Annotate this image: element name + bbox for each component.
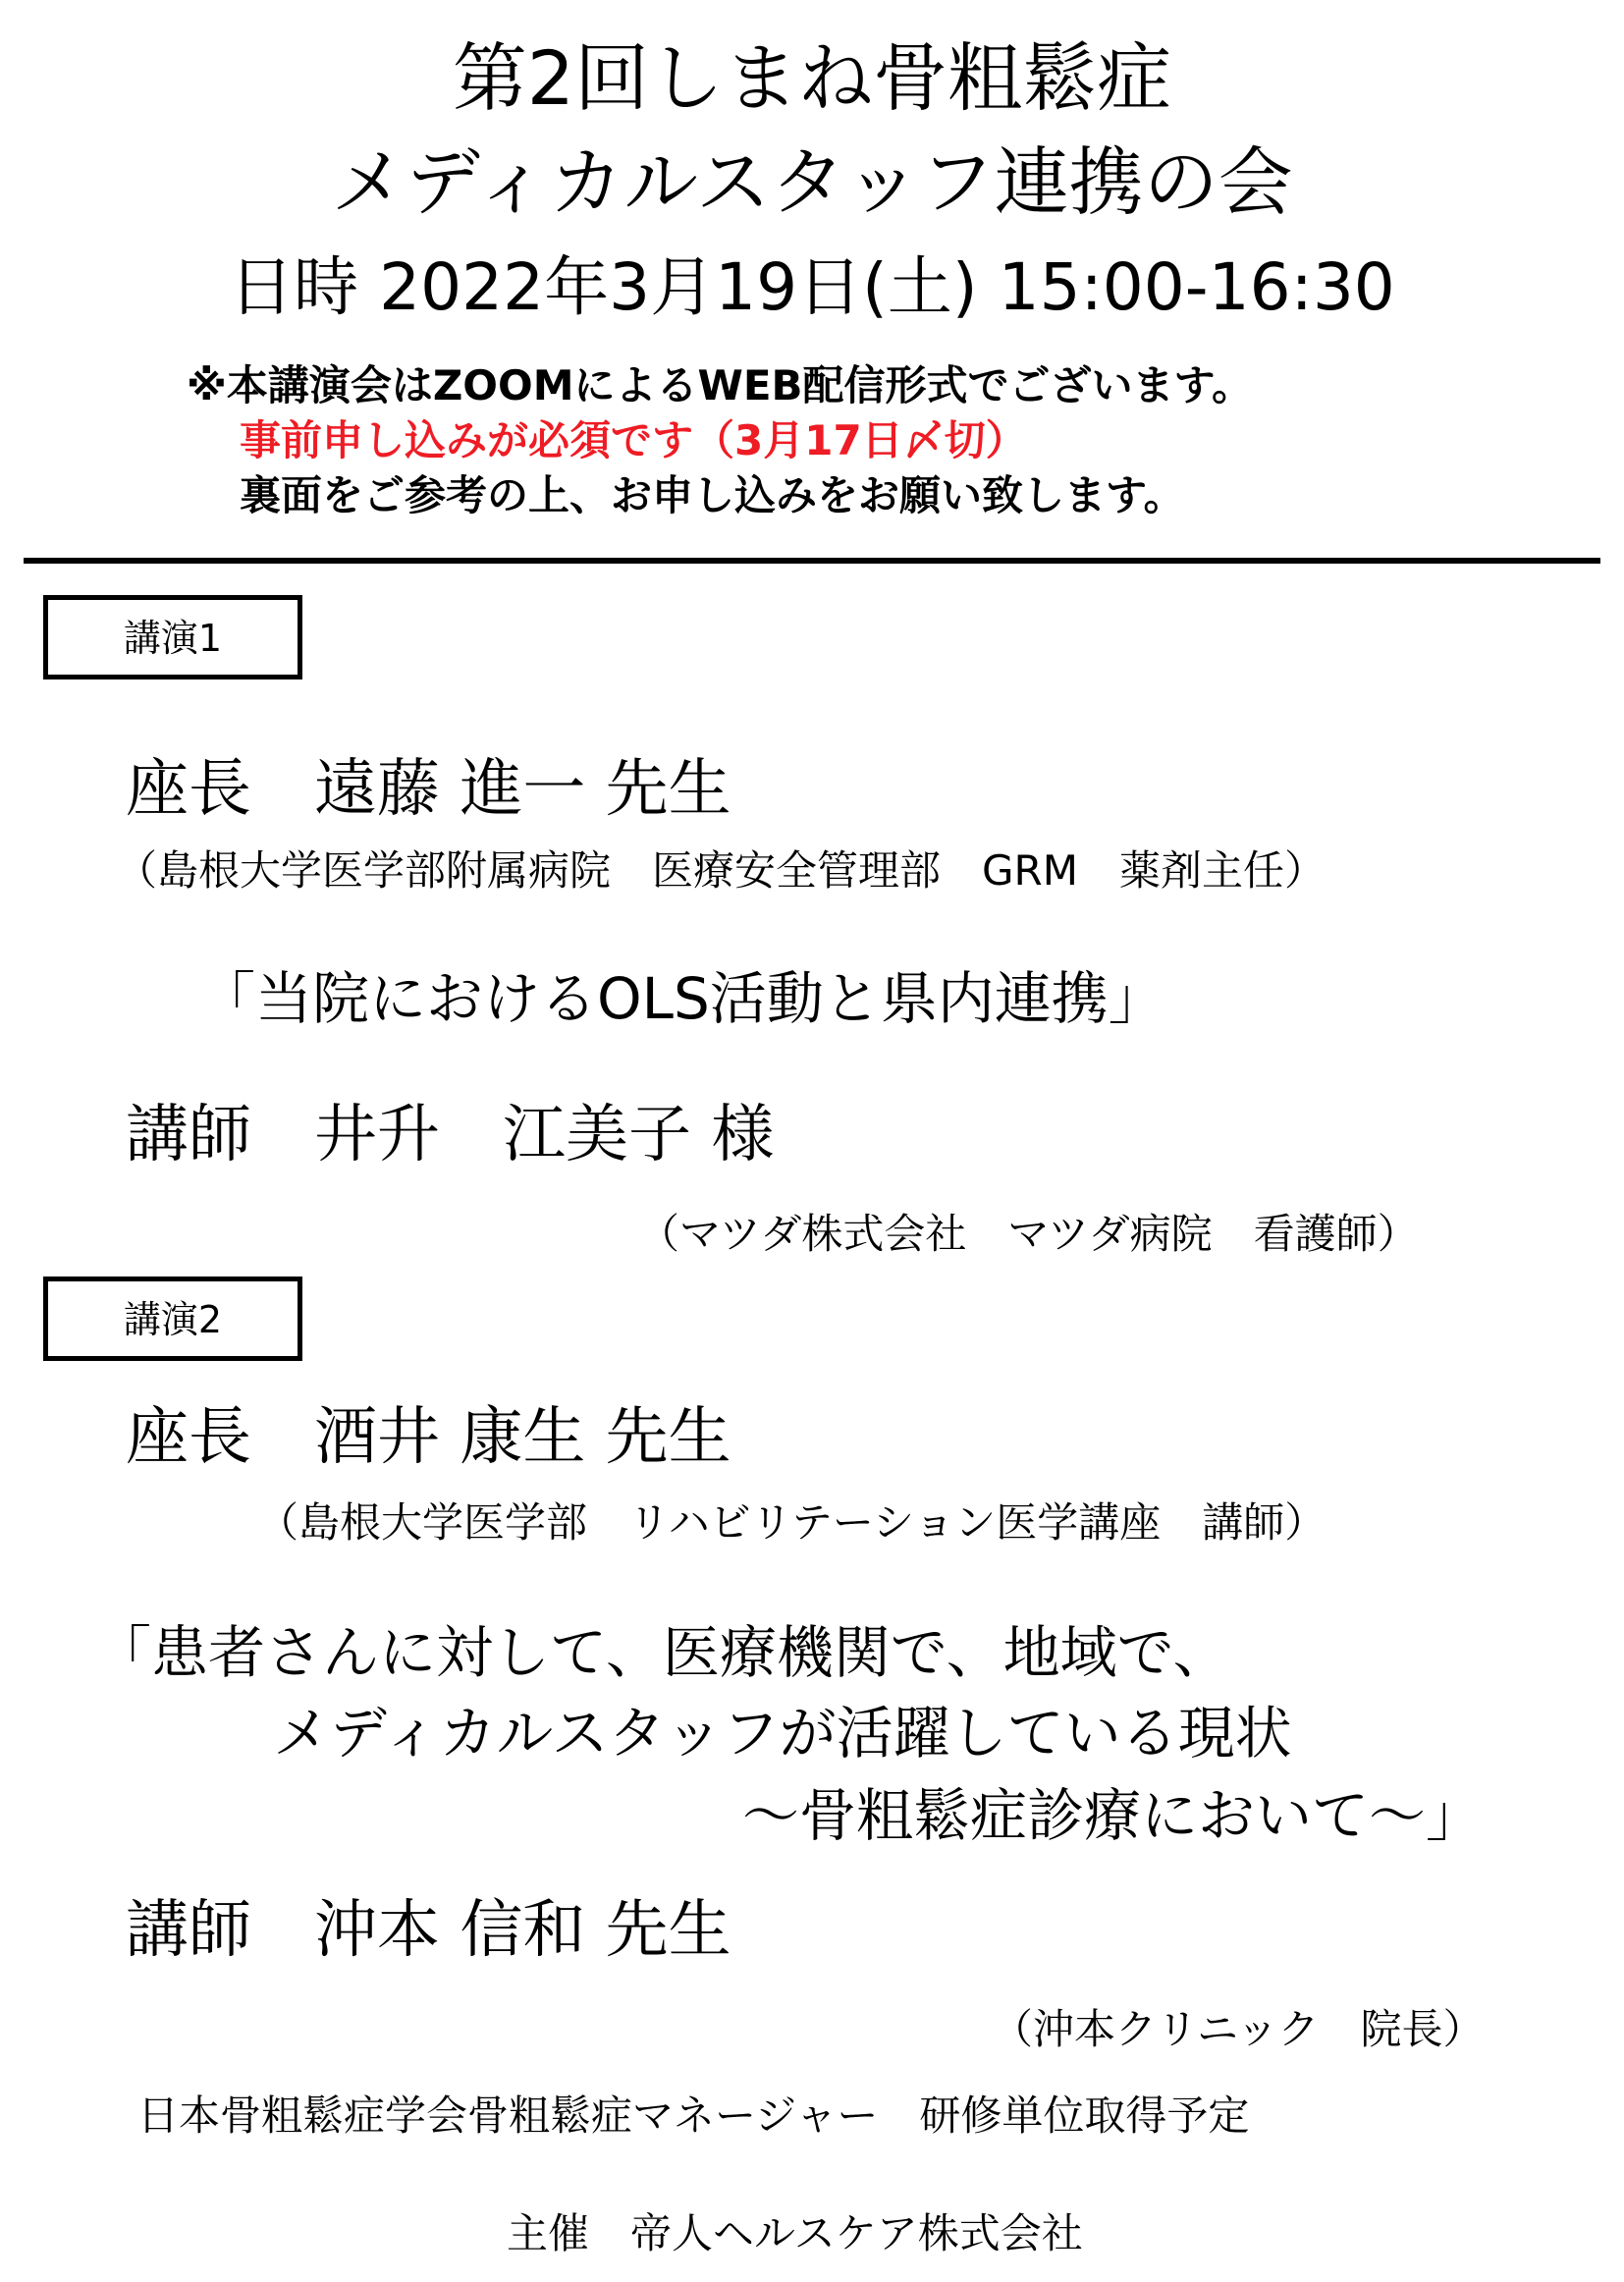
lecture-2-chair: 座長 酒井 康生 先生: [126, 1401, 731, 1474]
event-title-line1: 第2回しまね骨粗鬆症: [452, 34, 1172, 122]
notice-web-format: ※本講演会はZOOMによるWEB配信形式でございます。: [187, 361, 1254, 409]
lecture-2-chair-affiliation: （島根大学医学部 リハビリテーション医学講座 講師）: [257, 1498, 1326, 1547]
lecture-2-topic-line3: ～骨粗鬆症診療において～」: [742, 1782, 1484, 1849]
lecture-1-label: 講演1: [123, 617, 223, 660]
lecture-2-topic-line2: メディカルスタッフが活躍している現状: [273, 1700, 1292, 1766]
lecture-1-label-box: [43, 595, 302, 679]
lecture-1-topic: 「当院におけるOLS活動と県内連携」: [198, 965, 1165, 1032]
lecture-2-lecturer-affiliation: （沖本クリニック 院長）: [992, 2005, 1485, 2053]
notice-registration-required: 事前申し込みが必須です（3月17日〆切）: [240, 416, 1027, 464]
notice-see-back: 裏面をご参考の上、お申し込みをお願い致します。: [240, 471, 1185, 519]
event-title-line2: メディカルスタッフ連携の会: [331, 138, 1293, 226]
lecture-1-chair-affiliation: （島根大学医学部附属病院 医療安全管理部 GRM 薬剤主任）: [116, 846, 1326, 895]
lecture-1-lecturer-affiliation: （マツダ株式会社 マツダ病院 看護師）: [638, 1210, 1419, 1258]
organizer: 主催 帝人ヘルスケア株式会社: [507, 2209, 1083, 2257]
lecture-2-lecturer: 講師 沖本 信和 先生: [126, 1894, 731, 1967]
header-divider: [24, 558, 1600, 564]
lecture-1-lecturer: 講師 井升 江美子 様: [126, 1099, 775, 1171]
lecture-2-label-box: [43, 1277, 302, 1361]
event-datetime: 日時 2022年3月19日(土) 15:00-16:30: [229, 249, 1395, 325]
lecture-1-chair: 座長 遠藤 進一 先生: [126, 753, 731, 826]
lecture-2-topic-line1: 「患者さんに対して、医療機関で、地域で、: [94, 1619, 1230, 1686]
lecture-2-label: 講演2: [123, 1298, 223, 1341]
credit-notice: 日本骨粗鬆症学会骨粗鬆症マネージャー 研修単位取得予定: [137, 2092, 1250, 2140]
